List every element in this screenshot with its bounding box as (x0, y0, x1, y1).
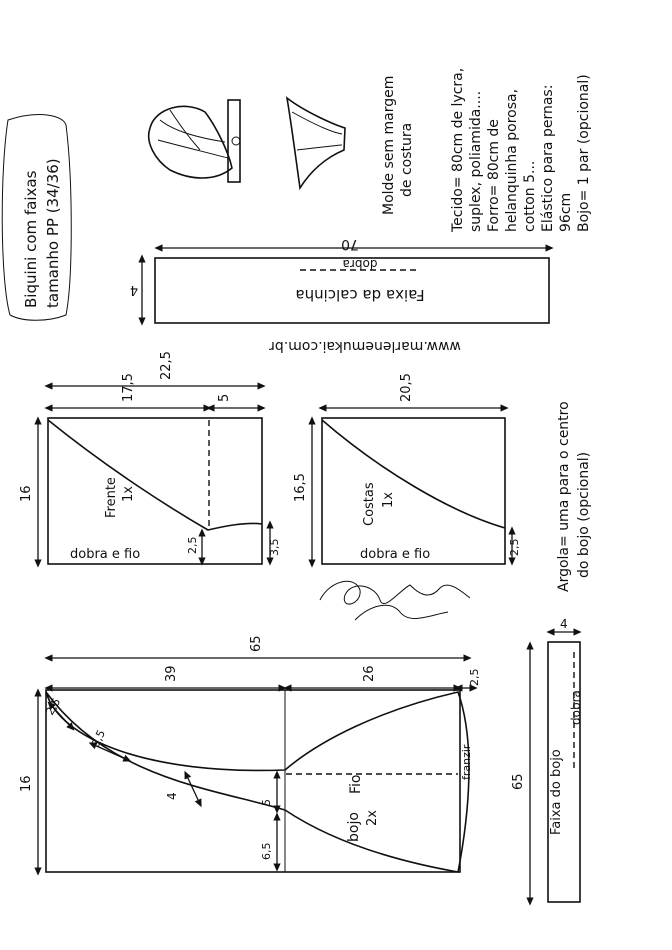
frente-fold: dobra e fio (70, 547, 141, 562)
bojo-label: bojo (346, 812, 362, 842)
frente-small-a: 2,5 (186, 536, 199, 554)
materials-line-7: 96cm (558, 192, 574, 232)
faixa-calcinha-label: Faixa da calcinha (295, 286, 425, 304)
frente-height: 16 (19, 485, 34, 502)
frente-count: 1x (121, 486, 136, 502)
frente-total-width: 22,5 (159, 351, 174, 380)
materials-line-1: Tecido= 80cm de lycra, (450, 67, 466, 232)
title-line-1: Biquini com faixas (22, 170, 40, 308)
materials-line-6: Elástico para pernas: (540, 84, 556, 232)
materials-line-8: Bojo= 1 par (opcional) (576, 74, 592, 232)
piece-faixa-bojo (511, 617, 583, 902)
argola-line-2: do bojo (opcional) (576, 451, 592, 578)
bojo-width-b: 26 (362, 665, 377, 682)
no-seam-note (381, 76, 415, 215)
faixa-bojo-length: 65 (511, 773, 526, 790)
frente-label: Frente (104, 477, 119, 518)
materials-line-2: suplex, poliamida.... (468, 90, 484, 232)
materials-line-4: helanquinha porosa, (504, 88, 520, 232)
faixa-bojo-width: 4 (560, 617, 568, 631)
no-seam-line-1: Molde sem margem (381, 75, 397, 215)
faixa-bojo-fold: dobra (569, 690, 583, 725)
title-block (2, 115, 71, 321)
title-line-2: tamanho PP (34/36) (44, 158, 62, 308)
no-seam-line-2: de costura (399, 122, 415, 197)
piece-faixa-calcinha (130, 236, 550, 323)
website: www.marlenemukai.com.br (269, 338, 461, 354)
bojo-mid: 5 (260, 799, 273, 806)
materials-line-5: cotton 5... (522, 160, 538, 232)
bojo-lower: 6,5 (260, 842, 273, 860)
frente-small-b: 3,5 (268, 538, 281, 556)
signature-icon (320, 581, 470, 620)
materials-line-3: Forro= 80cm de (486, 119, 502, 232)
bojo-grain: Fio (348, 774, 364, 794)
costas-small: 2,5 (508, 538, 521, 556)
frente-width-b: 5 (217, 393, 232, 402)
frente-width-a: 17,5 (121, 373, 136, 402)
costas-height: 16,5 (293, 473, 308, 502)
faixa-calcinha-width: 70 (341, 236, 359, 252)
bojo-left: 2,5 (43, 695, 64, 718)
bikini-bottom-sketch-icon (287, 98, 345, 188)
costas-fold: dobra e fio (360, 547, 431, 562)
bojo-gather: franzir (460, 744, 473, 780)
bojo-top-right: 2,5 (468, 668, 481, 686)
argola-note (556, 401, 592, 592)
costas-width: 20,5 (399, 373, 414, 402)
bojo-inner: 4 (165, 792, 179, 800)
piece-bojo (19, 635, 481, 872)
bojo-curve: 3,5 (88, 727, 109, 750)
argola-line-1: Argola= uma para o centro (556, 401, 572, 592)
piece-frente (19, 351, 281, 564)
bojo-width-a: 39 (164, 665, 179, 682)
piece-costas (293, 373, 521, 564)
bojo-total-width: 65 (249, 635, 264, 652)
faixa-bojo-label: Faixa do bojo (549, 749, 564, 835)
costas-label: Costas (362, 482, 377, 526)
bojo-count: 2x (365, 810, 380, 826)
faixa-calcinha-height: 4 (129, 282, 139, 297)
materials-note (450, 68, 592, 233)
bikini-top-sketch-icon (149, 100, 240, 182)
bojo-height: 16 (19, 775, 34, 792)
faixa-calcinha-fold: dobra (342, 257, 378, 271)
costas-count: 1x (381, 492, 396, 508)
